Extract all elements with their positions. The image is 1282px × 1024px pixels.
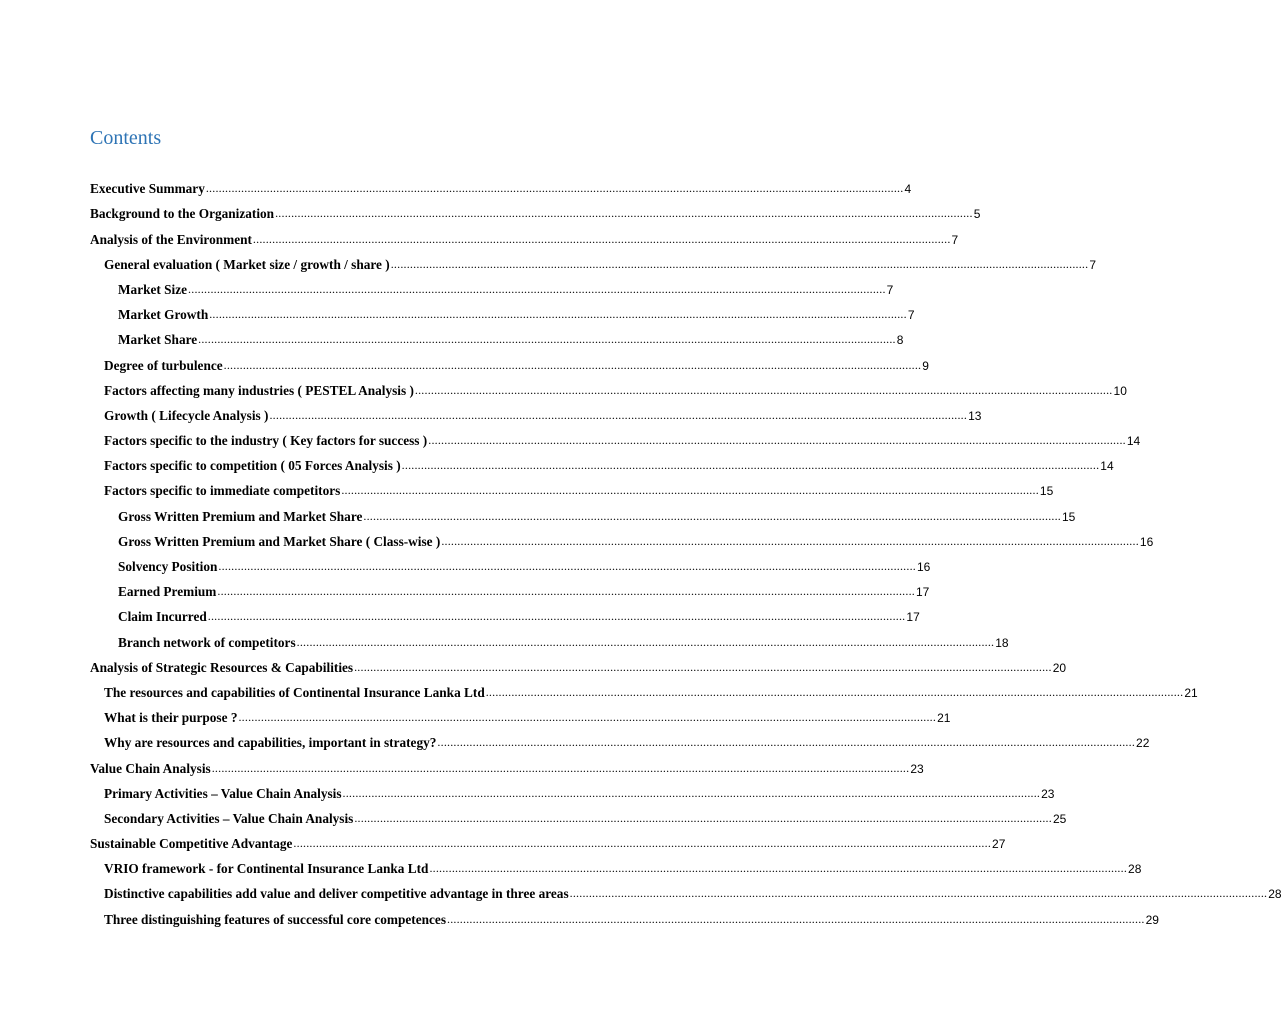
toc-entry-title: Factors specific to immediate competitors (104, 483, 341, 499)
toc-entry-title: Secondary Activities – Value Chain Analysis (104, 810, 354, 826)
toc-dot-leader (363, 508, 1061, 524)
toc-list (0, 177, 1282, 933)
toc-entry-page-number: 22 (1136, 736, 1150, 751)
toc-entry-page-number: 15 (1039, 484, 1054, 499)
toc-dot-leader (198, 331, 896, 347)
toc-entry[interactable] (118, 555, 931, 580)
toc-entry[interactable] (104, 681, 1198, 706)
toc-dot-leader (486, 684, 1184, 700)
toc-entry-title: Market Size (118, 281, 188, 297)
toc-entry-page-number: 27 (992, 837, 1006, 852)
toc-entry-page-number: 17 (915, 585, 930, 600)
toc-heading: Contents (90, 127, 162, 149)
toc-entry-page-number: 7 (951, 232, 959, 247)
toc-entry[interactable] (104, 379, 1127, 404)
toc-entry-page-number: 23 (910, 761, 924, 776)
toc-entry-title: Claim Incurred (118, 609, 207, 625)
toc-entry-page-number: 5 (973, 207, 981, 222)
toc-dot-leader (354, 659, 1052, 675)
toc-entry-page-number: 10 (1113, 383, 1127, 398)
toc-entry[interactable] (118, 530, 1154, 555)
toc-dot-leader (437, 734, 1135, 750)
toc-dot-leader (293, 835, 991, 851)
toc-entry[interactable] (118, 630, 1009, 655)
toc-entry-page-number: 4 (904, 182, 912, 197)
toc-entry-page-number: 21 (937, 711, 951, 726)
toc-entry-title: Degree of turbulence (104, 357, 223, 373)
toc-dot-leader (212, 760, 910, 776)
toc-dot-leader (402, 457, 1100, 473)
toc-entry[interactable] (104, 706, 951, 731)
toc-entry[interactable] (90, 202, 981, 227)
toc-entry[interactable] (90, 756, 924, 781)
toc-entry-title: Three distinguishing features of successful core competences (104, 911, 446, 927)
toc-entry-page-number: 9 (922, 358, 929, 373)
toc-entry-page-number: 28 (1268, 887, 1282, 902)
toc-entry-page-number: 14 (1126, 434, 1141, 449)
toc-dot-leader (341, 482, 1039, 498)
toc-entry-page-number: 7 (886, 282, 894, 297)
toc-entry-page-number: 20 (1052, 660, 1067, 675)
toc-entry[interactable] (90, 227, 959, 252)
toc-entry-page-number: 28 (1128, 862, 1142, 877)
toc-dot-leader (218, 558, 916, 574)
toc-entry-page-number: 16 (1139, 534, 1154, 549)
toc-entry-title: Distinctive capabilities add value and deliver competitive advantage in three areas (104, 886, 569, 902)
toc-entry-title: Value Chain Analysis (90, 760, 211, 776)
toc-entry-page-number: 25 (1052, 811, 1067, 826)
toc-entry[interactable] (104, 404, 982, 429)
toc-entry-page-number: 21 (1184, 685, 1198, 700)
toc-dot-leader (415, 382, 1113, 398)
toc-entry[interactable] (90, 177, 912, 202)
toc-entry-title: Factors affecting many industries ( PESTEL Analysis ) (104, 382, 414, 398)
toc-dot-leader (429, 860, 1127, 876)
toc-dot-leader (224, 357, 922, 373)
toc-entry-title: Primary Activities – Value Chain Analysis (104, 785, 342, 801)
toc-dot-leader (275, 205, 973, 221)
toc-entry[interactable] (104, 782, 1055, 807)
toc-entry-title: Branch network of competitors (118, 634, 296, 650)
toc-entry[interactable] (104, 353, 929, 378)
toc-entry[interactable] (90, 832, 1006, 857)
toc-entry-title: General evaluation ( Market size / growth / share ) (104, 256, 390, 272)
toc-entry-page-number: 8 (896, 333, 904, 348)
toc-entry-title: Factors specific to the industry ( Key factors for success ) (104, 433, 428, 449)
toc-entry-page-number: 29 (1145, 912, 1159, 927)
toc-entry[interactable] (90, 656, 1067, 681)
toc-entry-title: Analysis of Strategic Resources & Capabilities (90, 659, 354, 675)
toc-entry[interactable] (104, 253, 1097, 278)
toc-entry-title: The resources and capabilities of Continental Insurance Lanka Ltd (104, 684, 485, 700)
toc-entry-title: Why are resources and capabilities, important in strategy? (104, 735, 437, 751)
toc-dot-leader (391, 256, 1089, 272)
toc-dot-leader (441, 533, 1139, 549)
toc-entry-title: Growth ( Lifecycle Analysis ) (104, 407, 269, 423)
toc-dot-leader (206, 180, 904, 196)
toc-entry-page-number: 7 (907, 308, 915, 323)
toc-entry[interactable] (118, 605, 920, 630)
toc-entry[interactable] (118, 504, 1076, 529)
toc-entry[interactable] (104, 429, 1141, 454)
toc-dot-leader (238, 709, 936, 725)
toc-dot-leader (570, 885, 1268, 901)
toc-entry-page-number: 15 (1062, 509, 1076, 524)
toc-entry-page-number: 18 (995, 635, 1009, 650)
toc-entry[interactable] (104, 882, 1282, 907)
toc-entry-title: Market Share (118, 332, 198, 348)
toc-entry-title: Background to the Organization (90, 206, 275, 222)
toc-entry[interactable] (104, 454, 1114, 479)
toc-entry-title: VRIO framework - for Continental Insurance Lanka Ltd (104, 861, 429, 877)
toc-entry-page-number: 17 (906, 610, 920, 625)
toc-entry-title: Market Growth (118, 307, 209, 323)
toc-entry-title: What is their purpose ? (104, 710, 238, 726)
toc-entry-title: Gross Written Premium and Market Share ( Class-wise ) (118, 533, 441, 549)
toc-entry-title: Gross Written Premium and Market Share (118, 508, 363, 524)
toc-dot-leader (188, 281, 886, 297)
toc-dot-leader (208, 608, 906, 624)
toc-entry[interactable] (104, 807, 1067, 832)
toc-entry-title: Solvency Position (118, 559, 218, 574)
toc-dot-leader (343, 785, 1041, 801)
toc-dot-leader (428, 432, 1126, 448)
toc-dot-leader (217, 583, 915, 599)
toc-entry[interactable] (118, 303, 915, 328)
toc-entry-page-number: 13 (968, 408, 982, 423)
toc-entry-page-number: 14 (1100, 459, 1114, 474)
toc-entry-page-number: 7 (1089, 257, 1097, 272)
toc-dot-leader (447, 911, 1145, 927)
toc-entry[interactable] (104, 857, 1142, 882)
toc-entry[interactable] (104, 731, 1150, 756)
toc-entry[interactable] (104, 479, 1054, 504)
toc-entry-title: Executive Summary (90, 181, 205, 197)
toc-entry-page-number: 23 (1041, 786, 1055, 801)
toc-entry[interactable] (118, 328, 904, 353)
toc-entry-title: Earned Premium (118, 584, 217, 600)
toc-dot-leader (253, 231, 951, 247)
toc-entry-title: Sustainable Competitive Advantage (90, 836, 293, 852)
toc-dot-leader (297, 634, 995, 650)
toc-entry-title: Factors specific to competition ( 05 Forces Analysis ) (104, 458, 401, 474)
toc-entry[interactable] (118, 278, 894, 303)
toc-entry[interactable] (104, 907, 1159, 932)
toc-dot-leader (209, 306, 907, 322)
toc-dot-leader (354, 810, 1052, 826)
toc-entry-title: Analysis of the Environment (90, 231, 252, 247)
toc-entry[interactable] (118, 580, 930, 605)
toc-dot-leader (269, 407, 967, 423)
toc-entry-page-number: 16 (916, 560, 931, 574)
